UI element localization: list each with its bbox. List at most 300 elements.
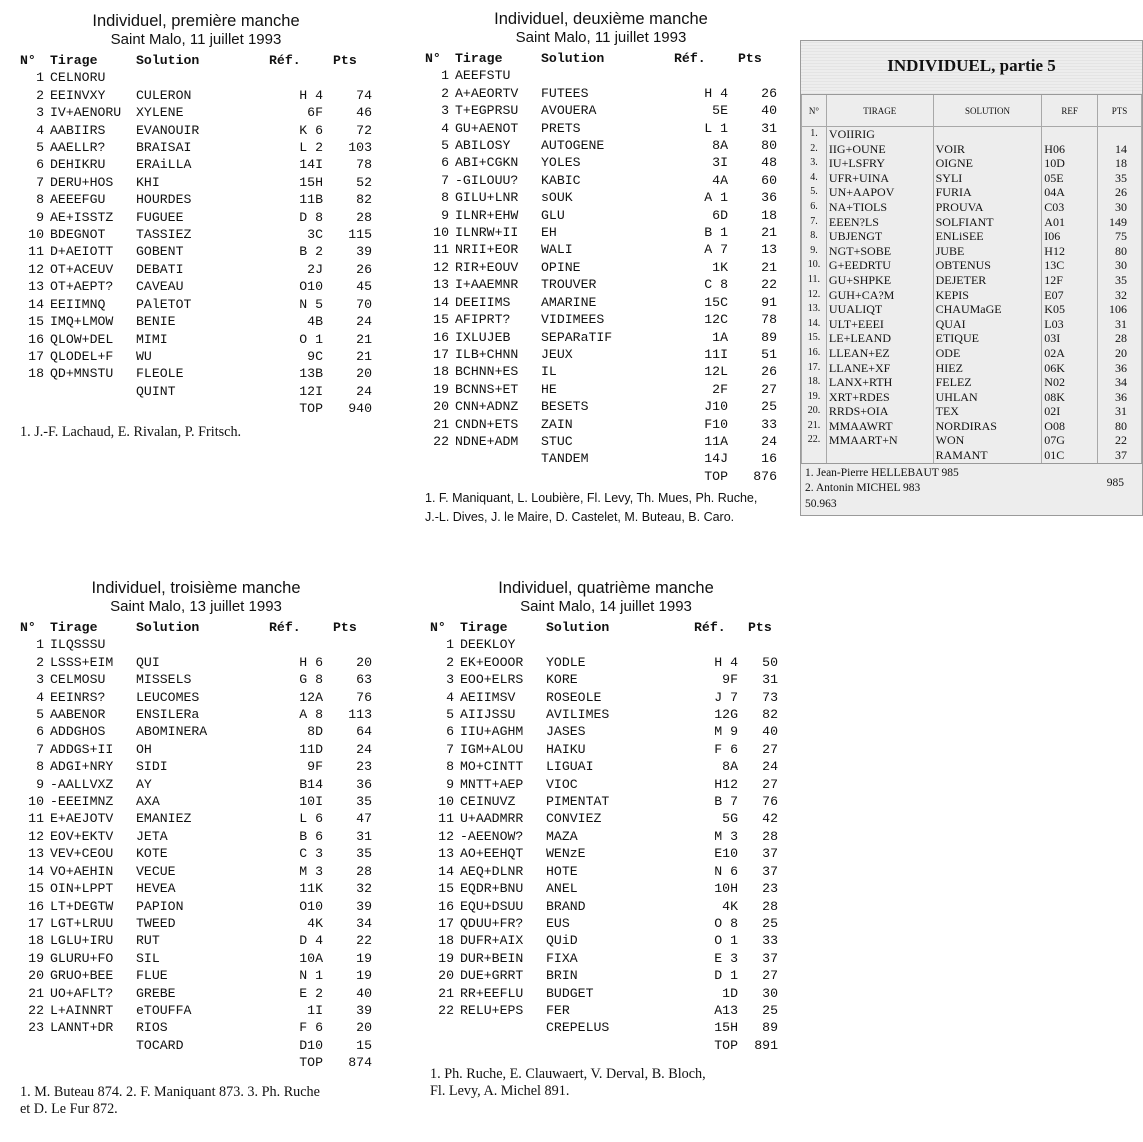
cell-pts: 31 bbox=[762, 672, 778, 688]
cell-solution: AY bbox=[136, 776, 152, 792]
table-row bbox=[20, 296, 372, 313]
cell-ref: N 1 bbox=[299, 968, 323, 984]
cell-solution: ENLiSEE bbox=[933, 229, 1042, 244]
cell-pts: 28 bbox=[762, 898, 778, 914]
table-row bbox=[430, 967, 778, 984]
table-row bbox=[802, 229, 1142, 244]
cell-solution: GOBENT bbox=[136, 244, 184, 260]
cell-no: 4 bbox=[446, 689, 454, 705]
table-row bbox=[425, 346, 777, 363]
cell-solution: KORE bbox=[546, 672, 578, 688]
cell-solution: XYLENE bbox=[136, 105, 184, 121]
cell-no: 20. bbox=[802, 404, 827, 419]
cell-tirage: VEV+CEOU bbox=[50, 846, 114, 862]
table-row bbox=[425, 468, 777, 485]
cell-tirage: ILB+CHNN bbox=[455, 346, 519, 362]
cell-solution: OBTENUS bbox=[933, 258, 1042, 273]
cell-ref: 10A bbox=[299, 950, 323, 966]
cell-ref bbox=[269, 69, 333, 86]
cell-tirage: BDEGNOT bbox=[50, 227, 106, 243]
table-row bbox=[20, 671, 372, 688]
cell-ref: 08K bbox=[1042, 390, 1098, 405]
cell-no bbox=[20, 400, 50, 417]
cell-tirage: NRII+EOR bbox=[455, 242, 519, 258]
manche-2 bbox=[425, 10, 777, 527]
table-row bbox=[20, 209, 372, 226]
col-ref: REF bbox=[1042, 95, 1098, 127]
cell-pts: 40 bbox=[356, 985, 372, 1001]
manche-1 bbox=[20, 12, 372, 441]
table-row bbox=[802, 171, 1142, 186]
table-row bbox=[20, 1037, 372, 1054]
cell-solution: FLEOLE bbox=[136, 366, 184, 382]
cell-no: 2. bbox=[802, 142, 827, 157]
table-row bbox=[425, 294, 777, 311]
cell-ref: 11K bbox=[299, 881, 323, 897]
table-row bbox=[425, 137, 777, 154]
cell-pts: 36 bbox=[1098, 361, 1142, 376]
table-row bbox=[20, 810, 372, 827]
cell-pts: 76 bbox=[356, 689, 372, 705]
cell-no: 7 bbox=[36, 741, 44, 757]
cell-pts: 35 bbox=[1098, 171, 1142, 186]
cell-pts: 115 bbox=[348, 227, 372, 243]
cell-tirage: DUFR+AIX bbox=[460, 933, 524, 949]
cell-solution: EVANOUIR bbox=[136, 122, 200, 138]
cell-pts: 28 bbox=[356, 863, 372, 879]
table-row bbox=[20, 331, 372, 348]
cell-ref: 10D bbox=[1042, 156, 1098, 171]
cell-no: 22 bbox=[28, 1002, 44, 1018]
col-no: N° bbox=[425, 51, 441, 66]
cell-no: 18 bbox=[433, 364, 449, 380]
cell-no: 12 bbox=[438, 828, 454, 844]
cell-no: 14 bbox=[433, 294, 449, 310]
cell-no: 11. bbox=[802, 273, 827, 288]
cell-pts: 36 bbox=[761, 190, 777, 206]
partie-5-total: 985 bbox=[1106, 476, 1124, 489]
cell-pts: 39 bbox=[356, 1002, 372, 1018]
cell-ref bbox=[269, 636, 333, 653]
cell-pts bbox=[738, 67, 777, 84]
table-row bbox=[20, 139, 372, 156]
manche-1-footer: 1. J.-F. Lachaud, E. Rivalan, P. Fritsch. bbox=[20, 423, 242, 440]
cell-ref: 2F bbox=[712, 381, 728, 397]
col-solution: SOLUTION bbox=[933, 95, 1042, 127]
cell-solution: PAlETOT bbox=[136, 296, 192, 312]
table-row bbox=[20, 313, 372, 330]
cell-ref: O 8 bbox=[714, 915, 738, 931]
cell-ref: 15H bbox=[714, 1020, 738, 1036]
table-row bbox=[425, 329, 777, 346]
cell-solution: BESETS bbox=[541, 399, 589, 415]
table-row bbox=[20, 174, 372, 191]
table-row bbox=[20, 723, 372, 740]
cell-ref: 1K bbox=[712, 259, 728, 275]
cell-solution: ENSILERa bbox=[136, 707, 200, 723]
cell-no bbox=[425, 468, 455, 485]
col-pts: Pts bbox=[333, 53, 357, 68]
cell-no: 7. bbox=[802, 215, 827, 230]
cell-tirage: GRUO+BEE bbox=[50, 968, 114, 984]
col-pts: Pts bbox=[738, 51, 762, 66]
cell-solution: DEJETER bbox=[933, 273, 1042, 288]
cell-tirage: T+EGPRSU bbox=[455, 103, 519, 119]
cell-pts: 89 bbox=[762, 1020, 778, 1036]
partie-5-footer bbox=[801, 463, 1142, 514]
cell-no: 4. bbox=[802, 171, 827, 186]
cell-solution: HAIKU bbox=[546, 741, 586, 757]
cell-no: 12 bbox=[28, 828, 44, 844]
cell-pts: 149 bbox=[1098, 215, 1142, 230]
cell-no: 1 bbox=[36, 637, 44, 653]
cell-ref: H 4 bbox=[704, 85, 728, 101]
cell-no: 17 bbox=[28, 348, 44, 364]
cell-tirage: D+AEIOTT bbox=[50, 244, 114, 260]
cell-solution: LIGUAI bbox=[546, 759, 594, 775]
table-row bbox=[802, 433, 1142, 448]
cell-tirage: ABI+CGKN bbox=[455, 155, 519, 171]
cell-no: 21 bbox=[28, 985, 44, 1001]
table-row bbox=[425, 381, 777, 398]
cell-solution: SIDI bbox=[136, 759, 168, 775]
cell-pts: 89 bbox=[761, 329, 777, 345]
cell-tirage: UBJENGT bbox=[826, 229, 933, 244]
cell-tirage: ADDGS+II bbox=[50, 741, 114, 757]
cell-no: 8 bbox=[441, 190, 449, 206]
col-tirage: Tirage bbox=[50, 620, 98, 635]
cell-tirage: ILNRW+II bbox=[455, 225, 519, 241]
table-row bbox=[425, 120, 777, 137]
cell-ref: 11I bbox=[704, 346, 728, 362]
cell-solution: KOTE bbox=[136, 846, 168, 862]
cell-ref: A 8 bbox=[299, 707, 323, 723]
cell-solution: OPINE bbox=[541, 259, 581, 275]
cell-tirage: -EEEIMNZ bbox=[50, 794, 114, 810]
cell-no: 1 bbox=[446, 637, 454, 653]
table-row bbox=[20, 828, 372, 845]
col-pts: PTS bbox=[1098, 95, 1142, 127]
cell-tirage: ABILOSY bbox=[455, 138, 511, 154]
cell-pts: 80 bbox=[761, 138, 777, 154]
cell-tirage: -AALLVXZ bbox=[50, 776, 114, 792]
cell-ref: A13 bbox=[714, 1002, 738, 1018]
cell-tirage: AAELLR? bbox=[50, 140, 106, 156]
manche-4-subtitle: Saint Malo, 14 juillet 1993 bbox=[520, 598, 692, 615]
cell-tirage: GLURU+FO bbox=[50, 950, 114, 966]
cell-pts: 24 bbox=[762, 759, 778, 775]
cell-no: 16 bbox=[433, 329, 449, 345]
col-pts: Pts bbox=[333, 620, 357, 635]
cell-solution: RAMANT bbox=[933, 448, 1042, 463]
cell-solution: eTOUFFA bbox=[136, 1002, 192, 1018]
manche-1-table bbox=[20, 52, 372, 418]
cell-ref: M 9 bbox=[714, 724, 738, 740]
footer-line: 1. Ph. Ruche, E. Clauwaert, V. Derval, B. Bloch, bbox=[430, 1066, 706, 1083]
cell-tirage: LE+LEAND bbox=[826, 331, 933, 346]
cell-solution: VOIR bbox=[933, 142, 1042, 157]
cell-no: 11 bbox=[28, 244, 44, 260]
cell-no: 17 bbox=[438, 915, 454, 931]
cell-no: 6. bbox=[802, 200, 827, 215]
cell-no: 17 bbox=[433, 346, 449, 362]
table-row bbox=[20, 243, 372, 260]
cell-no: 21 bbox=[433, 416, 449, 432]
cell-solution: HEVEA bbox=[136, 881, 176, 897]
cell-solution: KHI bbox=[136, 174, 160, 190]
cell-ref: 1A bbox=[712, 329, 728, 345]
table-row bbox=[430, 1037, 778, 1054]
cell-pts: 23 bbox=[762, 881, 778, 897]
cell-no: 10 bbox=[28, 794, 44, 810]
cell-ref: 4A bbox=[712, 172, 728, 188]
cell-tirage: LGT+LRUU bbox=[50, 915, 114, 931]
cell-no: 5. bbox=[802, 185, 827, 200]
cell-tirage: DEHIKRU bbox=[50, 157, 106, 173]
cell-solution: YOLES bbox=[541, 155, 581, 171]
cell-ref: C03 bbox=[1042, 200, 1098, 215]
cell-ref: TOP bbox=[299, 401, 323, 417]
cell-ref: O08 bbox=[1042, 419, 1098, 434]
table-row bbox=[802, 346, 1142, 361]
cell-no: 9 bbox=[441, 207, 449, 223]
cell-ref: 12C bbox=[704, 312, 728, 328]
cell-ref: H 4 bbox=[714, 654, 738, 670]
cell-solution: FURIA bbox=[933, 185, 1042, 200]
cell-no: 5 bbox=[36, 707, 44, 723]
cell-pts: 35 bbox=[356, 846, 372, 862]
cell-no: 9 bbox=[446, 776, 454, 792]
cell-no: 14 bbox=[438, 863, 454, 879]
cell-ref: 12I bbox=[299, 383, 323, 399]
cell-tirage: AIIJSSU bbox=[460, 707, 516, 723]
cell-no: 19 bbox=[433, 381, 449, 397]
cell-solution: IL bbox=[541, 364, 557, 380]
cell-solution bbox=[933, 127, 1042, 142]
col-no: N° bbox=[20, 53, 36, 68]
cell-ref: L 2 bbox=[299, 140, 323, 156]
cell-no: 11 bbox=[28, 811, 44, 827]
cell-pts: 19 bbox=[356, 950, 372, 966]
cell-no: 12. bbox=[802, 288, 827, 303]
cell-solution: YODLE bbox=[546, 654, 586, 670]
manche-2-table bbox=[425, 50, 777, 485]
cell-solution: JEUX bbox=[541, 346, 573, 362]
cell-ref: B 6 bbox=[299, 828, 323, 844]
cell-tirage: BCHNN+ES bbox=[455, 364, 519, 380]
cell-solution: STUC bbox=[541, 433, 573, 449]
cell-no bbox=[802, 448, 827, 463]
cell-tirage: QDUU+FR? bbox=[460, 915, 524, 931]
col-no: N° bbox=[802, 95, 827, 127]
cell-tirage: AEEFSTU bbox=[455, 68, 511, 84]
cell-pts: 80 bbox=[1098, 244, 1142, 259]
cell-tirage: ADDGHOS bbox=[50, 724, 106, 740]
cell-pts: 28 bbox=[356, 209, 372, 225]
cell-pts: 31 bbox=[1098, 317, 1142, 332]
table-row bbox=[430, 706, 778, 723]
cell-tirage: DUR+BEIN bbox=[460, 950, 524, 966]
cell-no: 2 bbox=[36, 87, 44, 103]
cell-tirage: OIN+LPPT bbox=[50, 881, 114, 897]
cell-ref: 11B bbox=[299, 192, 323, 208]
table-row bbox=[425, 102, 777, 119]
cell-solution: BUDGET bbox=[546, 985, 594, 1001]
cell-tirage: NA+TIOLS bbox=[826, 200, 933, 215]
cell-pts: 78 bbox=[761, 312, 777, 328]
cell-tirage: MO+CINTT bbox=[460, 759, 524, 775]
cell-solution: PIMENTAT bbox=[546, 794, 610, 810]
table-row bbox=[20, 950, 372, 967]
cell-pts: 72 bbox=[356, 122, 372, 138]
cell-no: 19 bbox=[438, 950, 454, 966]
cell-no: 18 bbox=[438, 933, 454, 949]
manche-2-title: Individuel, deuxième manche bbox=[494, 10, 708, 28]
cell-ref: E10 bbox=[714, 846, 738, 862]
table-header bbox=[20, 52, 372, 69]
cell-pts: 874 bbox=[348, 1055, 372, 1071]
cell-solution: NORDIRAS bbox=[933, 419, 1042, 434]
cell-no: 11 bbox=[433, 242, 449, 258]
cell-pts: 40 bbox=[762, 724, 778, 740]
table-header bbox=[802, 95, 1142, 127]
cell-tirage: QLOW+DEL bbox=[50, 331, 114, 347]
cell-ref: 03I bbox=[1042, 331, 1098, 346]
col-tirage: Tirage bbox=[455, 51, 503, 66]
cell-solution: HOURDES bbox=[136, 192, 192, 208]
table-row bbox=[802, 419, 1142, 434]
cell-ref: B 1 bbox=[704, 225, 728, 241]
cell-no bbox=[430, 1037, 460, 1054]
table-row bbox=[20, 69, 372, 86]
table-row bbox=[20, 104, 372, 121]
cell-pts: 24 bbox=[356, 741, 372, 757]
cell-solution: ERAiLLA bbox=[136, 157, 192, 173]
cell-pts: 27 bbox=[762, 968, 778, 984]
cell-ref: 8D bbox=[307, 724, 323, 740]
cell-tirage: AEEEFGU bbox=[50, 192, 106, 208]
partie-5-title: INDIVIDUEL, partie 5 bbox=[801, 41, 1142, 95]
cell-no: 14 bbox=[28, 296, 44, 312]
table-row bbox=[20, 156, 372, 173]
table-row bbox=[430, 654, 778, 671]
cell-tirage: A+AEORTV bbox=[455, 85, 519, 101]
cell-tirage: NDNE+ADM bbox=[455, 433, 519, 449]
cell-solution: WON bbox=[933, 433, 1042, 448]
cell-pts: 32 bbox=[1098, 288, 1142, 303]
cell-pts: 78 bbox=[356, 157, 372, 173]
table-row bbox=[20, 932, 372, 949]
table-row bbox=[20, 776, 372, 793]
cell-pts: 31 bbox=[356, 828, 372, 844]
cell-pts: 20 bbox=[356, 1020, 372, 1036]
cell-no: 22. bbox=[802, 433, 827, 448]
table-row bbox=[20, 845, 372, 862]
cell-pts: 21 bbox=[356, 331, 372, 347]
cell-no: 17. bbox=[802, 361, 827, 376]
table-row bbox=[802, 317, 1142, 332]
table-row bbox=[20, 348, 372, 365]
cell-solution: TWEED bbox=[136, 915, 176, 931]
cell-solution: sOUK bbox=[541, 190, 573, 206]
table-row bbox=[20, 863, 372, 880]
cell-tirage: CEINUVZ bbox=[460, 794, 516, 810]
cell-no: 14 bbox=[28, 863, 44, 879]
cell-ref: C 8 bbox=[704, 277, 728, 293]
cell-ref: 1D bbox=[722, 985, 738, 1001]
cell-solution: MIMI bbox=[136, 331, 168, 347]
cell-no: 5 bbox=[446, 707, 454, 723]
table-header bbox=[430, 619, 778, 636]
cell-no: 16 bbox=[28, 898, 44, 914]
cell-no: 10 bbox=[433, 225, 449, 241]
cell-tirage: UN+AAPOV bbox=[826, 185, 933, 200]
table-row bbox=[430, 689, 778, 706]
cell-no: 18. bbox=[802, 375, 827, 390]
cell-ref: 1I bbox=[307, 1002, 323, 1018]
cell-pts: 24 bbox=[356, 314, 372, 330]
cell-solution: AUTOGENE bbox=[541, 138, 605, 154]
cell-pts: 39 bbox=[356, 898, 372, 914]
cell-solution: MAZA bbox=[546, 828, 578, 844]
cell-solution: LEUCOMES bbox=[136, 689, 200, 705]
cell-ref: N02 bbox=[1042, 375, 1098, 390]
cell-tirage: UO+AFLT? bbox=[50, 985, 114, 1001]
cell-ref: 01C bbox=[1042, 448, 1098, 463]
cell-tirage: UFR+UINA bbox=[826, 171, 933, 186]
cell-ref: F 6 bbox=[714, 741, 738, 757]
cell-ref: 14I bbox=[299, 157, 323, 173]
cell-ref: 3C bbox=[307, 227, 323, 243]
cell-pts: 48 bbox=[761, 155, 777, 171]
cell-solution: EH bbox=[541, 225, 557, 241]
cell-pts: 60 bbox=[761, 172, 777, 188]
cell-ref: O 1 bbox=[299, 331, 323, 347]
cell-ref: 12G bbox=[714, 707, 738, 723]
cell-ref: H06 bbox=[1042, 142, 1098, 157]
cell-ref: D 1 bbox=[714, 968, 738, 984]
cell-no: 3 bbox=[36, 672, 44, 688]
cell-solution: SEPARaTIF bbox=[541, 329, 613, 345]
table-row bbox=[425, 433, 777, 450]
cell-no: 10 bbox=[28, 227, 44, 243]
cell-ref: TOP bbox=[299, 1055, 323, 1071]
table-row bbox=[20, 226, 372, 243]
cell-pts: 24 bbox=[356, 383, 372, 399]
cell-pts bbox=[333, 636, 372, 653]
cell-ref: H 4 bbox=[299, 87, 323, 103]
table-row bbox=[802, 258, 1142, 273]
cell-no: 16 bbox=[28, 331, 44, 347]
cell-solution: CAVEAU bbox=[136, 279, 184, 295]
cell-no: 22 bbox=[433, 433, 449, 449]
cell-tirage: LT+DEGTW bbox=[50, 898, 114, 914]
table-row bbox=[425, 450, 777, 467]
cell-pts: 103 bbox=[348, 140, 372, 156]
cell-tirage: L+AINNRT bbox=[50, 1002, 114, 1018]
cell-pts: 20 bbox=[1098, 346, 1142, 361]
cell-solution: QUINT bbox=[136, 383, 176, 399]
cell-pts bbox=[748, 636, 778, 653]
cell-ref: 8A bbox=[712, 138, 728, 154]
cell-solution: KEPIS bbox=[933, 288, 1042, 303]
cell-ref: 4K bbox=[307, 915, 323, 931]
cell-tirage: ILNR+EHW bbox=[455, 207, 519, 223]
cell-solution bbox=[541, 468, 674, 485]
cell-ref: H12 bbox=[714, 776, 738, 792]
col-ref: Réf. bbox=[269, 620, 301, 635]
cell-pts: 28 bbox=[762, 828, 778, 844]
